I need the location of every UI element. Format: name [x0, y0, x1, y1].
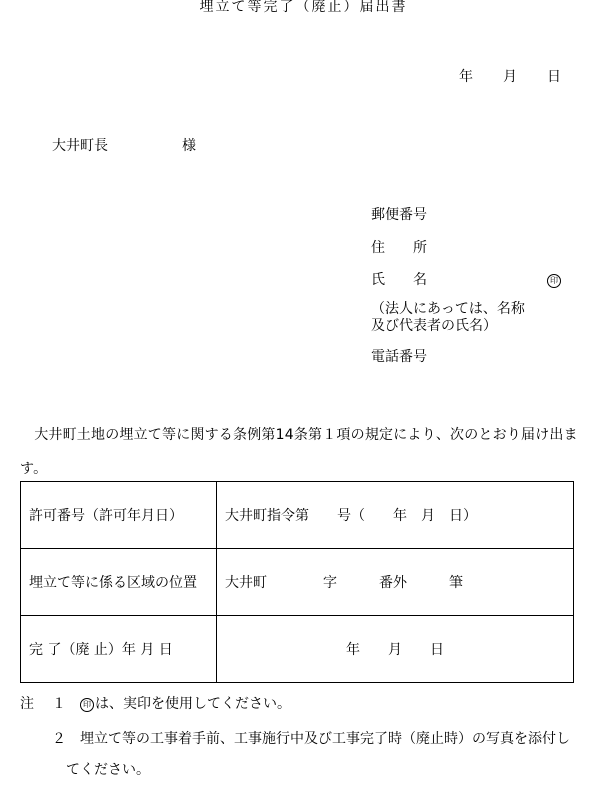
addressee-honorific: 様	[182, 138, 196, 154]
date-day: 日	[547, 69, 561, 85]
note-1-number: １	[52, 696, 66, 712]
note-2-text-2: てください。	[66, 762, 150, 778]
applicant-name-label: 氏 名	[371, 272, 427, 288]
seal-icon	[547, 272, 561, 288]
addressee-name: 大井町長	[52, 138, 108, 154]
page-title: 埋立て等完了（廃止）届出書	[199, 0, 408, 15]
table-row	[21, 482, 574, 549]
note-seal-mark: 印	[80, 698, 94, 712]
row1-value: 大井町指令第 号（ 年 月 日）	[217, 482, 574, 549]
applicant-phone: 電話番号	[371, 349, 427, 365]
row1-label: 許可番号（許可年月日）	[21, 482, 217, 549]
applicant-postal: 郵便番号	[371, 207, 427, 223]
row3-value: 年 月 日	[217, 616, 574, 683]
row2-label: 埋立て等に係る区域の位置	[21, 549, 217, 616]
note-seal-icon	[80, 696, 94, 712]
body-text: 大井町土地の埋立て等に関する条例第14条第１項の規定により、次のとおり届け出ます。	[20, 427, 578, 477]
notification-table	[20, 481, 574, 683]
addressee	[52, 139, 196, 153]
applicant-address-label: 住 所	[371, 240, 427, 256]
note-2-text-1: 埋立て等の工事着手前、工事施行中及び工事完了時（廃止時）の写真を添付し	[80, 731, 570, 747]
note-2-number: ２	[52, 731, 66, 747]
note-1-text: は、実印を使用してください。	[95, 696, 291, 712]
seal-mark: 印	[547, 274, 561, 288]
note-head: 注	[20, 696, 34, 712]
row2-value: 大井町 字 番外 筆	[217, 549, 574, 616]
date-month: 月	[503, 69, 517, 85]
row3-label: 完 了（廃 止）年 月 日	[21, 616, 217, 683]
applicant-corp-note-1: （法人にあっては、名称	[371, 301, 525, 317]
table-row	[21, 549, 574, 616]
date-year: 年	[459, 69, 473, 85]
date-line	[459, 70, 561, 84]
applicant-corp-note-2: 及び代表者の氏名）	[371, 318, 497, 334]
table-row	[21, 616, 574, 683]
